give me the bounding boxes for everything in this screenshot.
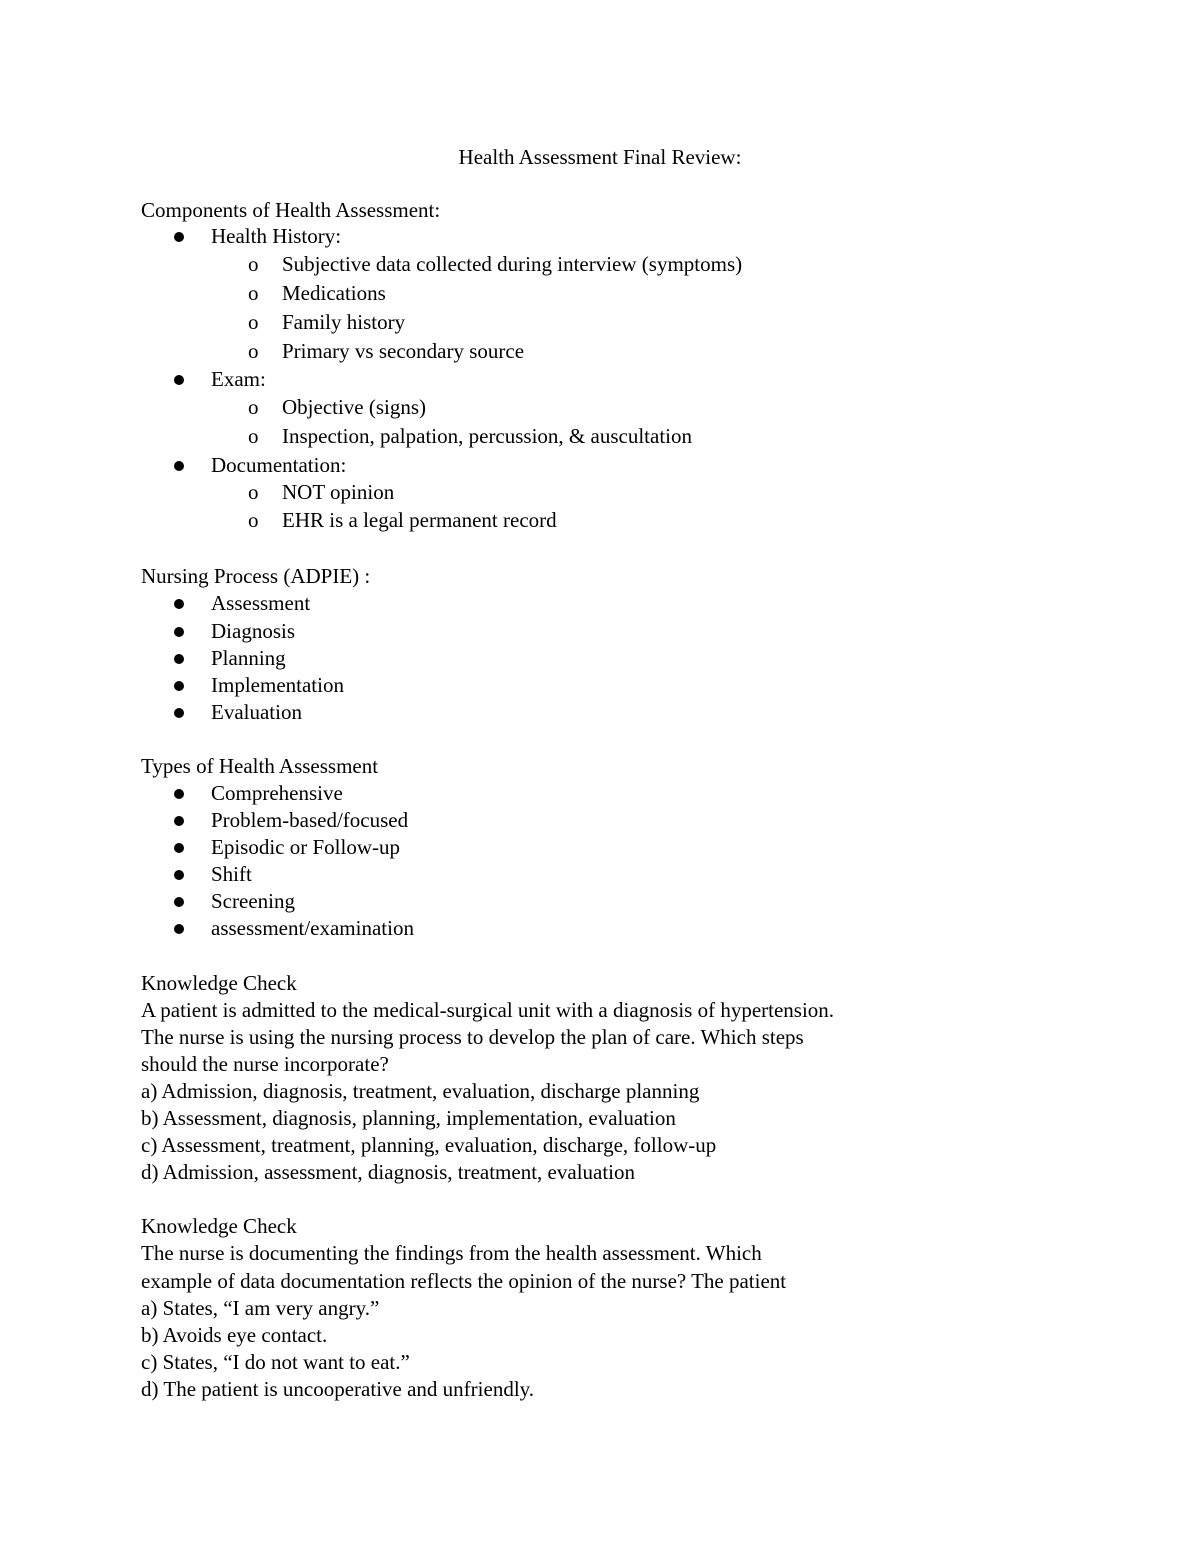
sub-list-item: Objective (signs): [282, 395, 427, 419]
bullet-icon: [174, 789, 184, 799]
sub-list-item: Inspection, palpation, percussion, & auscultation: [282, 424, 692, 448]
answer-option: c) States, “I do not want to eat.”: [141, 1350, 410, 1374]
bullet-icon: [174, 924, 184, 934]
bullet-icon: [174, 897, 184, 907]
answer-option: a) Admission, diagnosis, treatment, evaluation, discharge planning: [141, 1079, 700, 1103]
list-item: Comprehensive: [211, 781, 343, 805]
list-item: Diagnosis: [211, 619, 295, 643]
section-heading-knowledge-check-2: Knowledge Check: [141, 1214, 297, 1238]
list-item: Health History:: [211, 224, 342, 248]
list-item: Shift: [211, 862, 252, 886]
section-heading-knowledge-check-1: Knowledge Check: [141, 971, 297, 995]
list-item: Screening: [211, 889, 295, 913]
sub-list-item: Primary vs secondary source: [282, 339, 525, 363]
question-line: A patient is admitted to the medical-surgical unit with a diagnosis of hypertension.: [141, 998, 835, 1022]
sub-bullet-icon: o: [248, 508, 259, 532]
answer-option: a) States, “I am very angry.”: [141, 1296, 380, 1320]
list-item: Evaluation: [211, 700, 302, 724]
sub-bullet-icon: o: [248, 395, 259, 419]
list-item: Planning: [211, 646, 286, 670]
bullet-icon: [174, 461, 184, 471]
list-item: Implementation: [211, 673, 344, 697]
sub-list-item: NOT opinion: [282, 480, 395, 504]
sub-list-item: Subjective data collected during interview (symptoms): [282, 252, 743, 276]
page-title: Health Assessment Final Review:: [458, 145, 742, 169]
bullet-icon: [174, 708, 184, 718]
list-item: Documentation:: [211, 453, 347, 477]
bullet-icon: [174, 681, 184, 691]
list-item: Assessment: [211, 591, 311, 615]
bullet-icon: [174, 654, 184, 664]
list-item: Problem-based/focused: [211, 808, 409, 832]
bullet-icon: [174, 870, 184, 880]
list-item: Exam:: [211, 367, 266, 391]
sub-bullet-icon: o: [248, 281, 259, 305]
section-heading-components: Components of Health Assessment:: [141, 198, 441, 222]
sub-list-item: Medications: [282, 281, 386, 305]
bullet-icon: [174, 627, 184, 637]
answer-option: b) Assessment, diagnosis, planning, implementation, evaluation: [141, 1106, 676, 1130]
section-heading-types: Types of Health Assessment: [141, 754, 379, 778]
question-line: The nurse is documenting the findings from the health assessment. Which: [141, 1241, 762, 1265]
question-line: should the nurse incorporate?: [141, 1052, 389, 1076]
question-line: The nurse is using the nursing process to develop the plan of care. Which steps: [141, 1025, 804, 1049]
sub-bullet-icon: o: [248, 424, 259, 448]
list-item: assessment/examination: [211, 916, 414, 940]
section-heading-nursing-process: Nursing Process (ADPIE) :: [141, 564, 371, 588]
bullet-icon: [174, 232, 184, 242]
sub-bullet-icon: o: [248, 339, 259, 363]
list-item: Episodic or Follow-up: [211, 835, 400, 859]
answer-option: c) Assessment, treatment, planning, evaluation, discharge, follow-up: [141, 1133, 717, 1157]
question-line: example of data documentation reflects the opinion of the nurse? The patient: [141, 1269, 787, 1293]
answer-option: d) The patient is uncooperative and unfriendly.: [141, 1377, 535, 1401]
sub-bullet-icon: o: [248, 252, 259, 276]
bullet-icon: [174, 843, 184, 853]
sub-list-item: EHR is a legal permanent record: [282, 508, 557, 532]
sub-list-item: Family history: [282, 310, 406, 334]
bullet-icon: [174, 375, 184, 385]
bullet-icon: [174, 599, 184, 609]
answer-option: d) Admission, assessment, diagnosis, treatment, evaluation: [141, 1160, 636, 1184]
sub-bullet-icon: o: [248, 480, 259, 504]
answer-option: b) Avoids eye contact.: [141, 1323, 328, 1347]
sub-bullet-icon: o: [248, 310, 259, 334]
bullet-icon: [174, 816, 184, 826]
